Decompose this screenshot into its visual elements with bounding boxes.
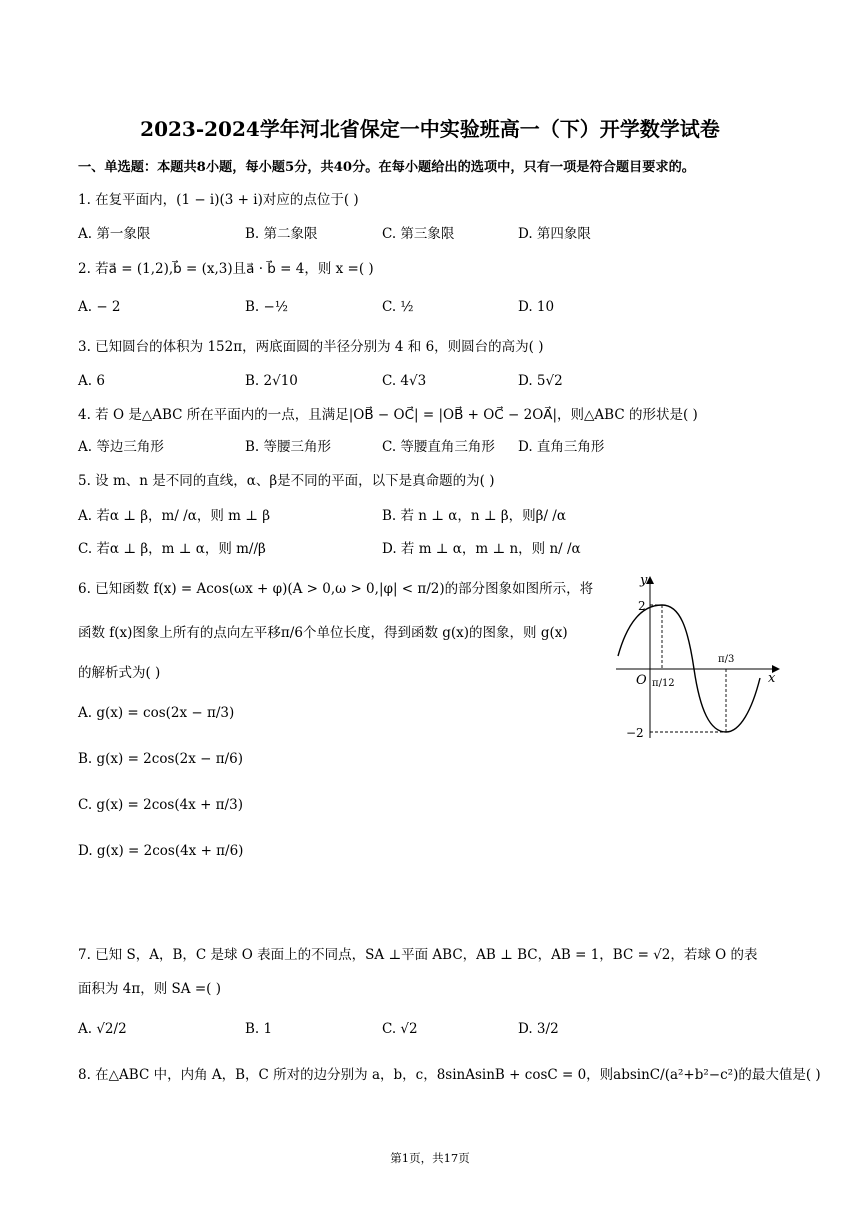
question-3-option-c: C. 4√3 [382, 373, 427, 389]
question-1-option-b: B. 第二象限 [245, 226, 318, 242]
y-axis-label: y [640, 573, 648, 588]
question-1-option-a: A. 第一象限 [78, 226, 151, 242]
question-5-option-c: C. 若α ⊥ β，m ⊥ α，则 m//β [78, 541, 266, 557]
question-7-stem-line-1: 7. 已知 S，A，B，C 是球 O 表面上的不同点，SA ⊥平面 ABC，AB ⊥ BC，AB = 1，BC = √2，若球 O 的表 [78, 947, 758, 963]
page-footer: 第1页，共17页 [390, 1151, 470, 1165]
origin-label: O [636, 673, 647, 688]
question-7-option-a: A. √2/2 [78, 1021, 127, 1037]
question-4-stem: 4. 若 O 是△ABC 所在平面内的一点，且满足|OB⃗ − OC⃗| = |OB⃗ + OC⃗ − 2OA⃗|，则△ABC 的形状是( ) [78, 407, 698, 423]
question-3-option-b: B. 2√10 [245, 373, 298, 389]
question-3-stem: 3. 已知圆台的体积为 152π，两底面圆的半径分别为 4 和 6，则圆台的高为( ) [78, 339, 544, 355]
question-3-option-d: D. 5√2 [518, 373, 563, 389]
question-7-option-c: C. √2 [382, 1021, 418, 1037]
x-tick-pi-12: π/12 [652, 678, 675, 689]
question-1-option-d: D. 第四象限 [518, 226, 591, 242]
section-heading: 一、单选题：本题共8小题，每小题5分，共40分。在每小题给出的选项中，只有一项是符合题目要求的。 [78, 160, 695, 175]
x-axis-label: x [768, 671, 776, 686]
question-6-option-b: B. g(x) = 2cos(2x − π/6) [78, 751, 244, 767]
question-6-option-c: C. g(x) = 2cos(4x + π/3) [78, 797, 243, 813]
question-2-option-d: D. 10 [518, 299, 555, 315]
question-2-option-c: C. ½ [382, 299, 414, 315]
question-2-option-a: A. − 2 [78, 299, 121, 315]
question-7-option-b: B. 1 [245, 1021, 273, 1037]
question-5-stem: 5. 设 m、n 是不同的直线，α、β是不同的平面，以下是真命题的为( ) [78, 473, 495, 489]
question-2-option-b: B. −½ [245, 299, 288, 315]
question-4-option-a: A. 等边三角形 [78, 439, 164, 455]
question-1-option-c: C. 第三象限 [382, 226, 455, 242]
question-8-stem: 8. 在△ABC 中，内角 A，B，C 所对的边分别为 a，b，c，8sinAsinB + cosC = 0，则absinC/(a²+b²−c²)的最大值是( ) [78, 1067, 821, 1083]
question-5-option-b: B. 若 n ⊥ α，n ⊥ β，则β/ /α [382, 508, 566, 524]
question-7-option-d: D. 3/2 [518, 1021, 559, 1037]
question-1-stem: 1. 在复平面内，(1 − i)(3 + i)对应的点位于( ) [78, 192, 359, 208]
question-4-option-b: B. 等腰三角形 [245, 439, 332, 455]
page-title: 2023-2024学年河北省保定一中实验班高一（下）开学数学试卷 [140, 117, 720, 141]
question-4-option-c: C. 等腰直角三角形 [382, 439, 495, 455]
question-5-option-a: A. 若α ⊥ β，m/ /α，则 m ⊥ β [78, 508, 271, 524]
question-7-stem-line-2: 面积为 4π，则 SA =( ) [78, 981, 221, 997]
max-value-label: 2 [638, 599, 646, 613]
min-value-label: −2 [626, 726, 644, 740]
question-2-stem: 2. 若a⃗ = (1,2),b⃗ = (x,3)且a⃗ · b⃗ = 4，则 x =( ) [78, 261, 374, 277]
question-6-stem-line-1: 6. 已知函数 f(x) = Acos(ωx + φ)(A > 0,ω > 0,|φ| < π/2)的部分图象如图所示，将 [78, 581, 594, 597]
question-6-stem-line-3: 的解析式为( ) [78, 665, 161, 681]
question-6-stem-line-2: 函数 f(x)图象上所有的点向左平移π/6个单位长度，得到函数 g(x)的图象，则 g(x) [78, 625, 568, 641]
function-graph [608, 568, 784, 748]
question-4-option-d: D. 直角三角形 [518, 439, 605, 455]
question-6-option-a: A. g(x) = cos(2x − π/3) [78, 705, 235, 721]
x-tick-pi-3: π/3 [718, 654, 735, 665]
question-5-option-d: D. 若 m ⊥ α，m ⊥ n，则 n/ /α [382, 541, 581, 557]
question-6-option-d: D. g(x) = 2cos(4x + π/6) [78, 843, 244, 859]
question-3-option-a: A. 6 [78, 373, 105, 389]
